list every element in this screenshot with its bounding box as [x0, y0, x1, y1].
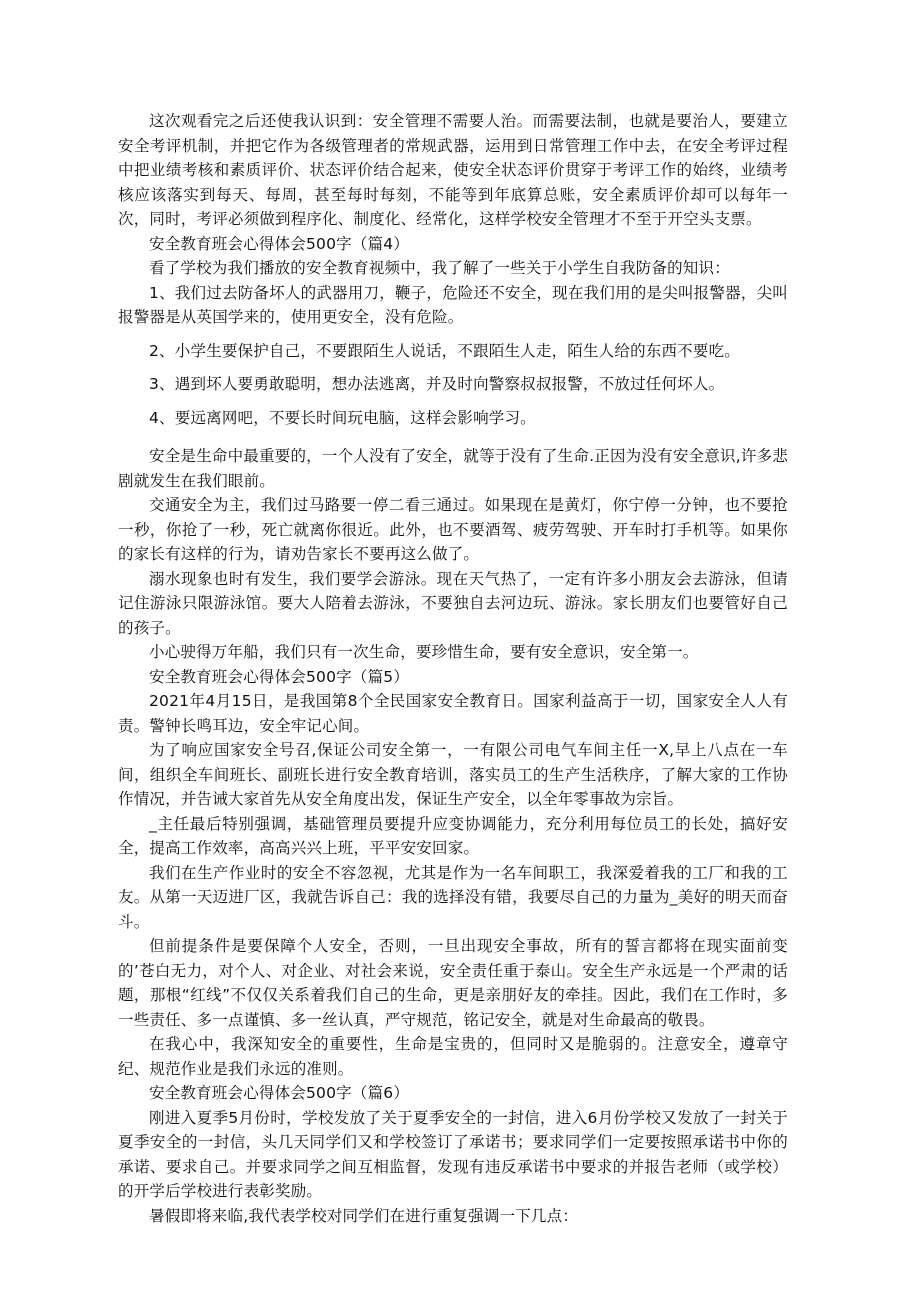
paragraph: 交通安全为主，我们过马路要一停二看三通过。如果现在是黄灯，你宁停一分钟，也不要抢一秒，你抢了一秒，死亡就离你很近。此外，也不要酒驾、疲劳驾驶、开车时打手机等。如果你的家长有这样的行为，请劝告家长不要再这么做了。 [118, 496, 788, 563]
paragraph: 溺水现象也时有发生，我们要学会游泳。现在天气热了，一定有许多小朋友会去游泳，但请记住游泳只限游泳馆。要大人陪着去游泳，不要独自去河边玩、游泳。家长朋友们也要管好自己的孩子。 [118, 569, 788, 637]
paragraph: 安全是生命中最重要的，一个人没有了安全，就等于没有了生命.正因为没有安全意识,许多悲剧就发生在我们眼前。 [118, 447, 788, 490]
paragraph: 为了响应国家安全号召,保证公司安全第一，一有限公司电气车间主任一X,早上八点在一车间，组织全车间班长、副班长进行安全教育培训，落实员工的生产生活秩序，了解大家的工作协作情况，并告诫大家首先从安全角度出发，保证生产安全，以全年零事故为宗旨。 [118, 741, 788, 808]
section-heading-5: 安全教育班会心得体会500字（篇5） [149, 667, 410, 686]
document-page [118, 109, 788, 1228]
paragraph: 小心驶得万年船，我们只有一次生命，要珍惜生命，要有安全意识，安全第一。 [149, 643, 699, 661]
paragraph: 在我心中，我深知安全的重要性，生命是宝贵的，但同时又是脆弱的。注意安全，遵章守纪、规范作业是我们永远的准则。 [118, 1035, 788, 1078]
paragraph: 这次观看完之后还使我认识到：安全管理不需要人治。而需要法制，也就是要治人，要建立安全考评机制，并把它作为各级管理者的常规武器，运用到日常管理工作中去，在安全考评过程中把业绩考核和素质评价、状态评价结合起来，使安全状态评价贯穿于考评工作的始终，业绩考核应该落实到每天、每周，甚至每时每刻，不能等到年底算总账，安全素质评价却可以每年一次，同时，考评必须做到程序化、制度化、经常化，这样学校安全管理才不至于开空头支票。 [118, 112, 788, 228]
paragraph: 刚进入夏季5月份时，学校发放了关于夏季安全的一封信，进入6月份学校又发放了一封关于夏季安全的一封信，头几天同学们又和学校签订了承诺书；要求同学们一定要按照承诺书中你的承诺、要求自己。并要求同学之间互相监督，发现有违反承诺书中要求的并报告老师（或学校）的开学后学校进行表彰奖励。 [118, 1108, 788, 1200]
list-item: 4、要远离网吧，不要长时间玩电脑，这样会影响学习。 [149, 408, 536, 427]
paragraph: 我们在生产作业时的安全不容忽视，尤其是作为一名车间职工，我深爱着我的工厂和我的工友。从第一天迈进厂区，我就告诉自己：我的选择没有错，我要尽自己的力量为_美好的明天而奋斗。 [118, 863, 788, 931]
paragraph: 但前提条件是要保障个人安全，否则，一旦出现安全事故，所有的誓言都将在现实面前变的’苍白无力，对个人、对企业、对社会来说，安全责任重于泰山。安全生产永远是一个严肃的话题，那根“红线”不仅仅关系着我们自己的生命，更是亲朋好友的牵挂。因此，我们在工作时，多一些责任、多一点谨慎、多一丝认真，严守规范，铭记安全，就是对生命最高的敬畏。 [118, 937, 788, 1029]
paragraph: 2021年4月15日，是我国第8个全民国家安全教育日。国家利益高于一切，国家安全人人有责。警钟长鸣耳边，安全牢记心间。 [118, 692, 788, 735]
paragraph: 看了学校为我们播放的安全教育视频中，我了解了一些关于小学生自我防备的知识： [149, 259, 730, 277]
list-item: 2、小学生要保护自己，不要跟陌生人说话，不跟陌生人走，陌生人给的东西不要吃。 [149, 341, 740, 360]
paragraph: 暑假即将来临,我代表学校对同学们在进行重复强调一下几点： [149, 1206, 579, 1225]
list-item: 1、我们过去防备坏人的武器用刀，鞭子，危险还不安全，现在我们用的是尖叫报警器，尖叫报警器是从英国学来的，使用更安全，没有危险。 [118, 283, 788, 326]
paragraph: _主任最后特别强调，基础管理员要提升应变协调能力，充分利用每位员工的长处，搞好安全，提高工作效率，高高兴兴上班，平平安安回家。 [118, 814, 788, 857]
section-heading-4: 安全教育班会心得体会500字（篇4） [149, 234, 410, 253]
section-heading-6: 安全教育班会心得体会500字（篇6） [149, 1084, 410, 1102]
list-item: 3、遇到坏人要勇敢聪明，想办法逃离，并及时向警察叔叔报警，不放过任何坏人。 [149, 375, 725, 393]
